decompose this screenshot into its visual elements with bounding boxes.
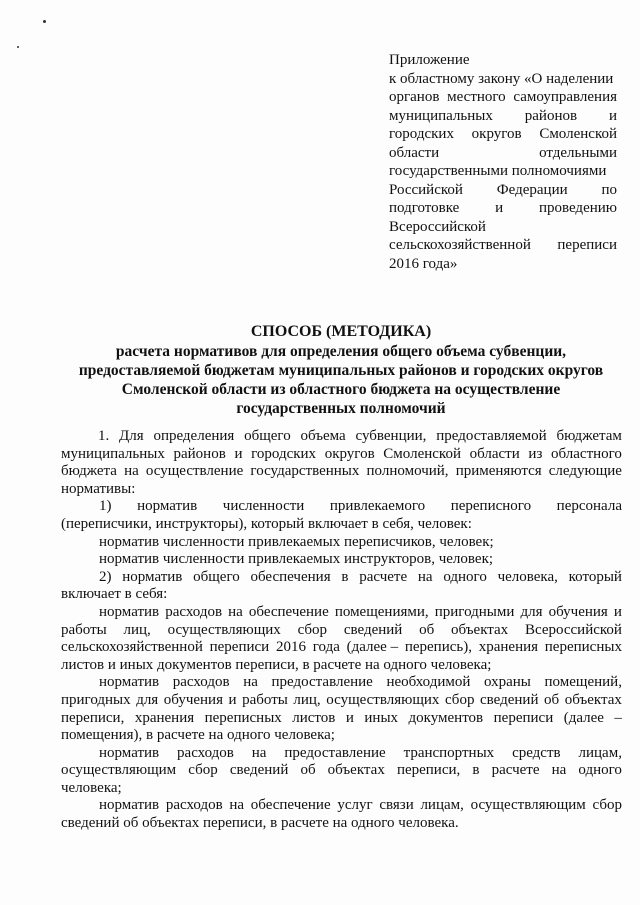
- appendix-header: [389, 51, 617, 273]
- body-line: [61, 745, 622, 763]
- body-line: [61, 797, 622, 815]
- body-word: переписных: [204, 709, 282, 726]
- body-word: и: [234, 445, 243, 462]
- body-word: норматив: [99, 744, 160, 761]
- scan-speck: [17, 46, 19, 48]
- body-line: [61, 622, 622, 640]
- body-word: включает в себя:: [61, 586, 168, 603]
- body-word: лиц,: [123, 621, 151, 638]
- body-word: Смоленской: [383, 445, 461, 462]
- body-word: (далее –: [346, 639, 399, 656]
- body-word: услуг: [337, 797, 373, 814]
- body-word: листов и иных документов переписи, в расчете на одного человека;: [61, 656, 492, 673]
- body-word: (далее: [563, 709, 604, 726]
- body-word: норматив численности привлекаемых переписчиков, человек;: [99, 533, 494, 550]
- body-word: норматив: [137, 498, 198, 515]
- appendix-word: 2016 года»: [389, 255, 458, 272]
- body-word: одного: [443, 568, 487, 585]
- document-title: СПОСОБ (МЕТОДИКА): [250, 323, 432, 340]
- body-word: объектах: [564, 691, 622, 708]
- appendix-word: сельскохозяйственной: [389, 237, 531, 253]
- document-subtitle-line: государственных полномочий: [236, 400, 446, 417]
- appendix-line: [389, 125, 617, 144]
- body-line: [61, 657, 622, 675]
- appendix-line: [389, 162, 617, 181]
- body-word: об: [419, 621, 435, 638]
- scan-speck: [43, 20, 46, 23]
- body-word: помещения), в расчете на одного человека;: [61, 727, 335, 744]
- appendix-word: и: [608, 107, 617, 124]
- appendix-word: подготовке: [389, 200, 460, 216]
- body-word: обучения: [548, 603, 608, 620]
- body-line: [61, 551, 622, 569]
- appendix-word: переписи: [557, 237, 617, 253]
- body-word: общего: [244, 428, 291, 444]
- document-subtitle-line: предоставляемой бюджетам муниципальных районов и городских округов: [78, 362, 604, 379]
- body-word: муниципальных: [61, 445, 165, 462]
- body-word: обеспечение: [250, 797, 331, 814]
- body-word: и: [228, 691, 237, 708]
- body-line: [61, 481, 622, 499]
- body-word: субвенции,: [355, 428, 427, 444]
- body-word: на: [417, 568, 433, 585]
- body-word: об: [544, 691, 560, 708]
- body-line: [61, 710, 622, 728]
- body-word: полномочий,: [366, 463, 449, 480]
- body-word: применяются: [455, 463, 542, 480]
- body-word: норматив: [99, 603, 160, 620]
- body-word: –: [614, 709, 622, 726]
- body-word: переписных: [544, 639, 622, 656]
- body-word: норматив: [99, 797, 160, 814]
- body-word: государственных: [250, 463, 360, 480]
- body-word: областного: [551, 445, 622, 462]
- appendix-line: [389, 70, 617, 89]
- body-word: на: [229, 797, 245, 814]
- body-word: 2016: [275, 639, 306, 656]
- body-word: осуществление: [145, 463, 244, 480]
- appendix-word: Всероссийской: [389, 218, 486, 235]
- body-word: из: [528, 445, 543, 462]
- body-word: обеспечение: [248, 603, 329, 620]
- document-subtitle-line: расчета нормативов для определения общего объема субвенции,: [115, 343, 567, 360]
- appendix-word: и: [495, 200, 504, 216]
- body-line: [61, 534, 622, 552]
- body-word: переписного: [450, 498, 532, 515]
- body-line: [61, 446, 622, 464]
- body-word: округов: [324, 445, 375, 462]
- body-word: области: [469, 445, 520, 462]
- document-subtitle-line: Смоленской области из областного бюджета на осуществление: [121, 381, 561, 398]
- body-word: расчете: [491, 762, 540, 779]
- appendix-line: [389, 51, 617, 70]
- body-word: на: [251, 744, 267, 761]
- body-word: обучения: [163, 691, 223, 708]
- body-line: [61, 604, 622, 622]
- body-word: в: [341, 568, 349, 585]
- body-word: объектах: [327, 762, 385, 779]
- body-word: работы: [61, 621, 107, 638]
- body-word: листов: [292, 709, 336, 726]
- body-line: [61, 463, 622, 481]
- body-word: предоставление: [271, 674, 373, 691]
- appendix-line: [389, 144, 617, 163]
- body-word: персонала: [556, 498, 622, 515]
- body-word: для: [136, 691, 159, 708]
- body-word: расходов: [165, 603, 223, 620]
- body-word: переписи,: [61, 709, 125, 726]
- appendix-line: [389, 255, 617, 274]
- body-line: [61, 639, 622, 657]
- body-word: работы: [242, 691, 288, 708]
- body-word: лиц,: [293, 691, 321, 708]
- appendix-word: области: [389, 144, 440, 161]
- body-word: объема: [300, 428, 346, 444]
- appendix-word: отдельными: [539, 144, 617, 161]
- body-line: [61, 692, 622, 710]
- body-word: осуществляющим: [470, 797, 586, 814]
- body-word: норматив численности привлекаемых инструкторов, человек;: [99, 551, 494, 568]
- body-word: городских: [251, 445, 317, 462]
- body-word: расходов: [172, 674, 230, 691]
- appendix-line: [389, 199, 617, 218]
- body-word: норматив: [122, 568, 183, 585]
- body-word: определения: [153, 428, 235, 444]
- body-word: одного: [578, 762, 622, 779]
- body-word: который: [568, 568, 622, 585]
- appendix-word: муниципальных: [389, 107, 493, 124]
- body-word: пригодными: [434, 603, 515, 620]
- body-word: для: [520, 603, 543, 620]
- body-word: Всероссийской: [524, 621, 622, 638]
- document-title-block: [60, 322, 622, 418]
- body-word: хранения: [478, 639, 539, 656]
- body-word: лицам,: [578, 744, 622, 761]
- appendix-word: самоуправления: [513, 89, 617, 105]
- appendix-word: округов: [471, 126, 522, 142]
- body-word: бюджета: [61, 463, 117, 480]
- body-word: года: [312, 639, 340, 656]
- body-word: 1.: [98, 428, 110, 444]
- body-word: средств: [512, 744, 561, 761]
- body-word: и: [345, 709, 354, 726]
- appendix-word: местного: [447, 89, 506, 105]
- body-word: расходов: [177, 744, 234, 761]
- appendix-word: органов: [389, 89, 440, 105]
- body-line: [61, 727, 622, 745]
- body-word: расчете: [359, 568, 408, 585]
- document-body: [61, 428, 622, 833]
- body-word: общего: [193, 568, 240, 585]
- body-word: переписи: [209, 639, 270, 656]
- appendix-word: Российской: [389, 181, 463, 198]
- body-word: 1): [99, 498, 112, 515]
- body-line: [61, 762, 622, 780]
- body-word: районов: [173, 445, 226, 462]
- appendix-line: [389, 181, 617, 200]
- body-word: предоставляемой: [436, 428, 547, 444]
- body-word: переписи,: [396, 762, 461, 779]
- body-word: предоставление: [284, 744, 386, 761]
- body-word: осуществляющих: [326, 691, 440, 708]
- body-word: связи: [379, 797, 414, 814]
- body-word: на: [228, 603, 243, 620]
- body-word: перепись),: [404, 639, 472, 656]
- body-word: привлекаемого: [329, 498, 426, 515]
- body-word: сведений: [229, 762, 289, 779]
- appendix-line: [389, 107, 617, 126]
- body-word: переписи: [493, 709, 554, 726]
- body-line: [61, 569, 622, 587]
- body-word: и: [613, 603, 622, 620]
- body-word: сельскохозяйственной: [61, 639, 203, 656]
- body-word: (переписчики, инструкторы), который включает в себя, человек:: [61, 515, 472, 532]
- body-line: [61, 780, 622, 798]
- appendix-word: районов: [524, 107, 578, 124]
- body-word: сбор: [297, 621, 328, 638]
- body-word: в: [472, 762, 480, 779]
- body-line: [61, 498, 622, 516]
- body-word: лицам,: [420, 797, 464, 814]
- appendix-line: [389, 236, 617, 255]
- body-word: Для: [119, 428, 144, 444]
- body-word: бюджетам: [556, 428, 622, 444]
- appendix-word: городских: [389, 126, 454, 142]
- body-word: охраны: [484, 674, 531, 691]
- body-word: сбор: [444, 691, 475, 708]
- appendix-word: проведению: [538, 200, 617, 216]
- body-line: [61, 815, 622, 833]
- body-line: [61, 428, 622, 446]
- body-word: на: [551, 762, 567, 779]
- appendix-word: по: [601, 181, 617, 198]
- body-word: следующие: [548, 463, 622, 480]
- body-word: транспортных: [403, 744, 495, 761]
- body-word: сбор: [188, 762, 218, 779]
- body-word: сведений: [343, 621, 403, 638]
- body-word: необходимой: [386, 674, 471, 691]
- body-word: человека;: [61, 779, 122, 796]
- appendix-word: Смоленской: [539, 126, 617, 142]
- body-line: [61, 674, 622, 692]
- body-line: [61, 586, 622, 604]
- body-word: норматив: [99, 674, 160, 691]
- body-word: обеспечения: [250, 568, 331, 585]
- body-word: осуществляющих: [167, 621, 281, 638]
- appendix-line: [389, 218, 617, 237]
- appendix-line: [389, 88, 617, 107]
- body-word: сведений об объектах переписи, в расчете на одного человека.: [61, 815, 459, 832]
- body-word: осуществляющим: [61, 762, 177, 779]
- body-word: нормативы:: [61, 480, 136, 497]
- body-word: объектах: [451, 621, 509, 638]
- appendix-word: к областному закону «О наделении: [389, 70, 614, 87]
- appendix-word: Приложение: [389, 52, 470, 68]
- body-word: об: [300, 762, 316, 779]
- body-word: расходов: [165, 797, 223, 814]
- body-word: численности: [222, 498, 305, 515]
- body-word: хранения: [134, 709, 195, 726]
- body-word: на: [243, 674, 258, 691]
- body-word: сведений: [480, 691, 539, 708]
- body-word: сбор: [592, 797, 622, 814]
- body-word: человека,: [497, 568, 558, 585]
- body-word: помещений,: [544, 674, 622, 691]
- appendix-word: Федерации: [496, 181, 568, 198]
- body-word: пригодных: [61, 691, 131, 708]
- body-word: помещениями,: [334, 603, 429, 620]
- body-line: [61, 516, 622, 534]
- body-word: документов: [408, 709, 484, 726]
- body-word: иных: [364, 709, 399, 726]
- body-word: на: [124, 463, 139, 480]
- appendix-word: государственными полномочиями: [389, 163, 607, 179]
- body-word: 2): [99, 568, 112, 585]
